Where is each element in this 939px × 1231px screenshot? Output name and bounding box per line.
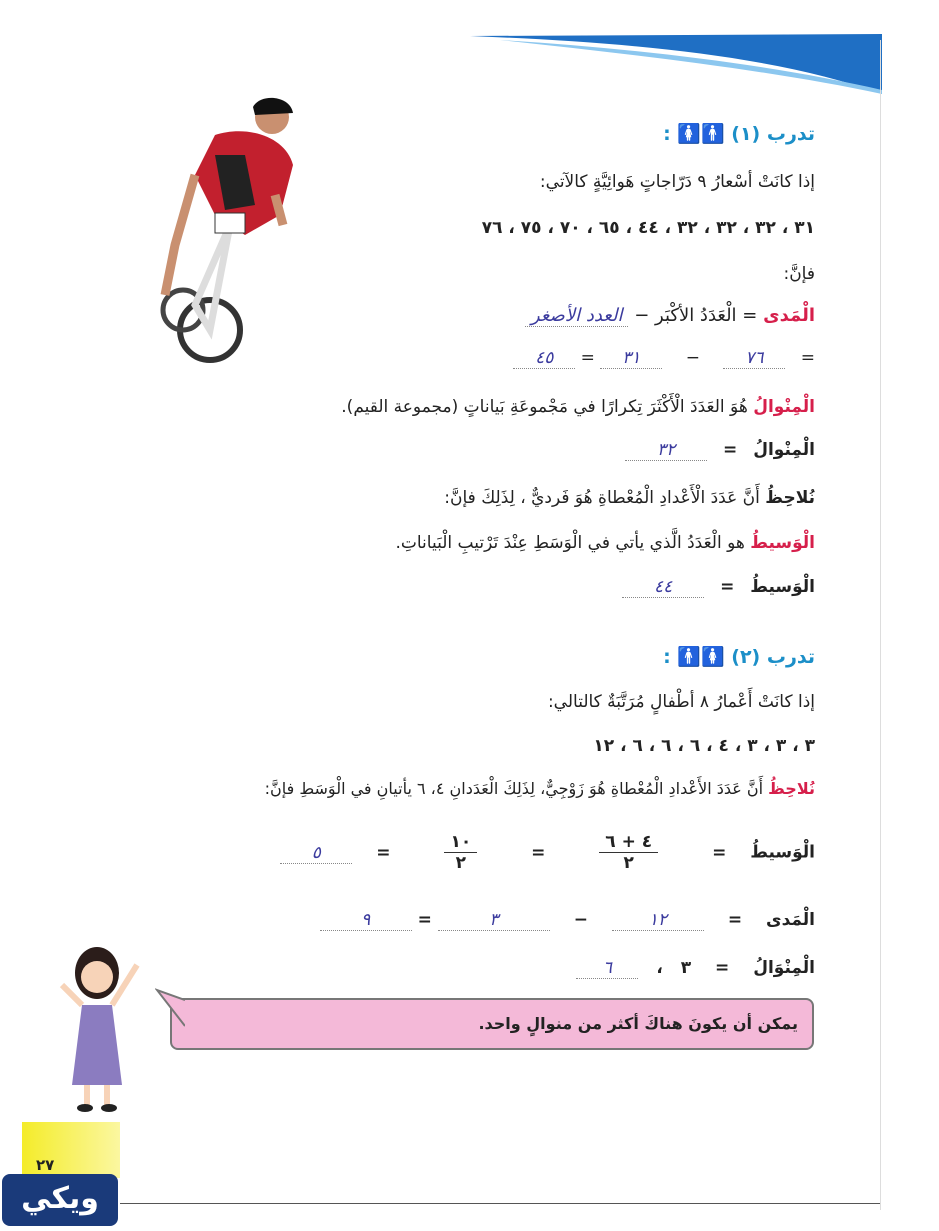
ex1-range-formula: [525, 305, 815, 327]
mode-label: الْمِنْوَالُ: [753, 958, 815, 978]
tip-text: يمكن أن يكونَ هناكَ أكثر من منوالٍ واحد.: [478, 1014, 798, 1033]
tip-speech-bubble: [170, 998, 814, 1050]
median-label: الْوَسيطُ: [750, 842, 815, 863]
range-max-answer: ١٢: [612, 910, 704, 931]
range-term: الْمَدى: [763, 305, 815, 326]
range-handwritten-answer: العدد الأصغر: [525, 305, 629, 327]
range-formula-text: = الْعَدَدُ الأكْبَر −: [634, 305, 758, 326]
exercise-2-title-text: تدرب (٢): [731, 646, 815, 668]
ex2-mode-line: الْمِنْوَالُ = ٣ ، ٦: [576, 958, 815, 979]
range-min-answer: ٣: [438, 910, 550, 931]
mode-label: الْمِنْوالُ: [753, 440, 815, 460]
denominator: ٢: [455, 853, 467, 873]
girl-image: [52, 945, 152, 1120]
numerator: ١٠: [444, 832, 477, 853]
median-answer: ٤٤: [622, 577, 704, 598]
fraction-2: [444, 832, 477, 873]
cyclist-image: [155, 95, 300, 380]
ex2-range-line: الْمَدى = ١٢ − ٣ = ٩: [320, 910, 815, 931]
page-edge: [880, 40, 881, 1210]
group-people-icon: 🚺🚹: [677, 646, 725, 668]
mode-answer: ٣٢: [625, 440, 707, 461]
page-number-box: [22, 1122, 120, 1178]
page-number: ٢٧: [36, 1156, 55, 1174]
denominator: ٢: [623, 853, 634, 873]
ex1-values: ٣١ ، ٣٢ ، ٣٢ ، ٣٢ ، ٤٤ ، ٦٥ ، ٧٠ ، ٧٥ ، ٧٦: [481, 218, 815, 238]
ex1-median-line: الْوَسيطُ = ٤٤: [622, 577, 815, 598]
ex1-median-def: [395, 533, 815, 553]
mode-value-2-answer: ٦: [576, 958, 638, 979]
range-max-answer: ٧٦: [723, 348, 785, 369]
ex1-range-calc: = ٧٦ − ٣١ = ٤٥: [513, 348, 815, 369]
mode-value-1: ٣: [680, 958, 692, 978]
note-term: نُلاحِظُ: [765, 488, 815, 508]
site-logo: ويكي: [2, 1174, 118, 1226]
ex2-values: ٣ ، ٣ ، ٣ ، ٤ ، ٦ ، ٦ ، ٦ ، ١٢: [593, 736, 815, 756]
exercise-1-title-text: تدرب (١): [731, 123, 815, 145]
median-answer: ٥: [280, 843, 352, 864]
ex1-mode-line: الْمِنْوالُ = ٣٢: [625, 440, 815, 461]
ex2-median-line: الْوَسيطُ = $\frac{٤ + ٦}{٢}$ = $\frac{١٠}{٢}$ = ٥: [280, 832, 815, 873]
exercise-2-title: تدرب (٢) 🚺🚹 :: [663, 646, 815, 668]
mode-definition: هُوَ العَدَدَ الْأَكْثَرَ تِكرارًا في مَجْموعَةِ بَياناتٍ (مجموعة القيم).: [341, 397, 748, 417]
range-label: الْمَدى: [765, 910, 815, 930]
header-banner: [470, 34, 882, 94]
ex1-note: [444, 488, 815, 508]
ex1-mode-def: [341, 397, 815, 417]
bubble-tail: [155, 988, 185, 1028]
median-definition: هو الْعَدَدُ الَّذي يأتي في الْوَسَطِ عِنْدَ تَرْتيبِ الْبَياناتِ.: [395, 533, 745, 553]
range-min-answer: ٣١: [600, 348, 662, 369]
two-people-icon: 🚹🚺: [677, 123, 725, 145]
median-label: الْوَسيطُ: [750, 577, 815, 597]
ex1-therefore: فإنَّ:: [783, 264, 815, 284]
bottom-rule: [120, 1203, 880, 1204]
range-result-answer: ٤٥: [513, 348, 575, 369]
ex2-note: [265, 779, 815, 798]
ex1-intro: إذا كانَتْ أسْعارُ ٩ دَرّاجاتٍ هَوائِيَّةٍ كالآتي:: [539, 172, 815, 192]
note-term: نُلاحِظُ: [768, 779, 815, 798]
range-result-answer: ٩: [320, 910, 412, 931]
fraction-1: [599, 832, 658, 873]
exercise-1-title: تدرب (١) 🚹🚺 :: [663, 123, 815, 145]
numerator: ٤ + ٦: [599, 832, 658, 853]
note-text: أَنَّ عَدَدَ الأَعْدادِ الْمُعْطاةِ هُوَ زَوْجِيٌّ، لِذَلِكَ الْعَدَدانِ ٤، ٦ يأتيانِ في الْوَسَطِ فإنَّ:: [264, 779, 764, 798]
note-text: أَنَّ عَدَدَ الْأَعْدادِ الْمُعْطاةِ هُوَ فَرديٌّ ، لِذَلِكَ فإنَّ:: [444, 488, 760, 508]
median-term: الْوَسيطُ: [750, 533, 815, 553]
mode-term: الْمِنْوالُ: [753, 397, 815, 417]
ex2-intro: إذا كانَتْ أَعْمارُ ٨ أطْفالٍ مُرَتَّبَةٌ كالتالي:: [547, 692, 815, 712]
